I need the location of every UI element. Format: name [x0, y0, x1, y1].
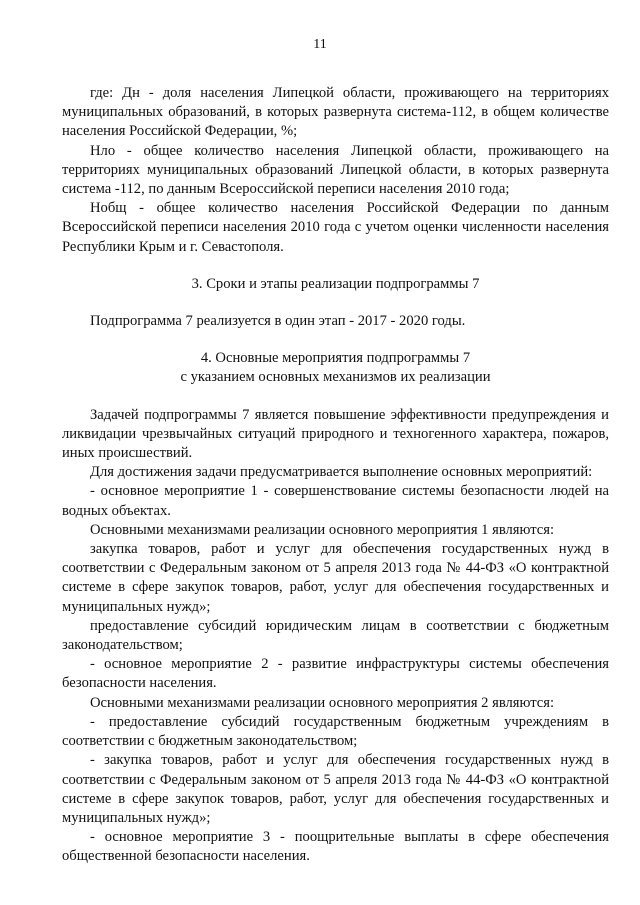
- page-number: 11: [313, 37, 327, 52]
- page-content: [62, 84, 609, 867]
- section-4-paragraph-1: Задачей подпрограммы 7 является повышение эффективности предупреждения и ликвидации чрезвычайных ситуаций природного и техногенного характера, пожаров, иных происшествий.: [62, 406, 609, 462]
- paragraph-definition-dn: где: Дн - доля населения Липецкой области, проживающего на территориях муниципальных образований, в которых развернута система-112, в общем количестве населения Российской Федерации, %;: [62, 85, 609, 140]
- section-4-paragraph-4: Основными механизмами реализации основного мероприятия 1 являются:: [90, 521, 555, 538]
- section-4-paragraph-9: - предоставление субсидий государственным бюджетным учреждениям в соответствии с бюджетным законодательством;: [62, 713, 609, 750]
- section-4-paragraph-3: - основное мероприятие 1 - совершенствование системы безопасности людей на водных объектах.: [62, 483, 609, 519]
- section-4-paragraph-7: - основное мероприятие 2 - развитие инфраструктуры системы обеспечения безопасности населения.: [62, 656, 609, 692]
- paragraph-definition-nlo: Нло - общее количество населения Липецкой области, проживающего на территориях муниципальных образований Липецкой области, в которых развернута система -112, по данным Всероссийской переписи населения 2010 года;: [62, 142, 609, 198]
- section-4-paragraph-8: Основными механизмами реализации основного мероприятия 2 являются:: [90, 694, 555, 711]
- section-4-paragraph-2: Для достижения задачи предусматривается выполнение основных мероприятий:: [90, 464, 593, 481]
- section-4-heading-line2: с указанием основных механизмов их реализации: [180, 369, 491, 386]
- section-3-paragraph: Подпрограмма 7 реализуется в один этап - 2017 - 2020 годы.: [90, 313, 466, 330]
- section-4-paragraph-5: закупка товаров, работ и услуг для обеспечения государственных нужд в соответствии с Федеральным законом от 5 апреля 2013 года № 44-ФЗ «О контрактной системе в сфере закупок товаров, работ, услуг для обеспечения государственных и муниципальных нужд»;: [62, 541, 609, 615]
- section-3-heading: 3. Сроки и этапы реализации подпрограммы 7: [191, 275, 480, 292]
- section-4-heading-line1: 4. Основные мероприятия подпрограммы 7: [200, 350, 471, 367]
- section-4-paragraph-11: - основное мероприятие 3 - поощрительные выплаты в сфере обеспечения общественной безопасности населения.: [62, 829, 609, 865]
- section-4-paragraph-10: - закупка товаров, работ и услуг для обеспечения государственных нужд в соответствии с Федеральным законом от 5 апреля 2013 года № 44-ФЗ «О контрактной системе в сфере закупок товаров, работ, услуг для обеспечения государственных и муниципальных нужд»;: [62, 752, 609, 826]
- paragraph-definition-nobsh: Нобщ - общее количество населения Российской Федерации по данным Всероссийской переписи населения 2010 года с учетом оценки численности населения Республики Крым и г. Севастополя.: [62, 200, 609, 255]
- section-4-paragraph-6: предоставление субсидий юридическим лицам в соответствии с бюджетным законодательством;: [62, 617, 609, 654]
